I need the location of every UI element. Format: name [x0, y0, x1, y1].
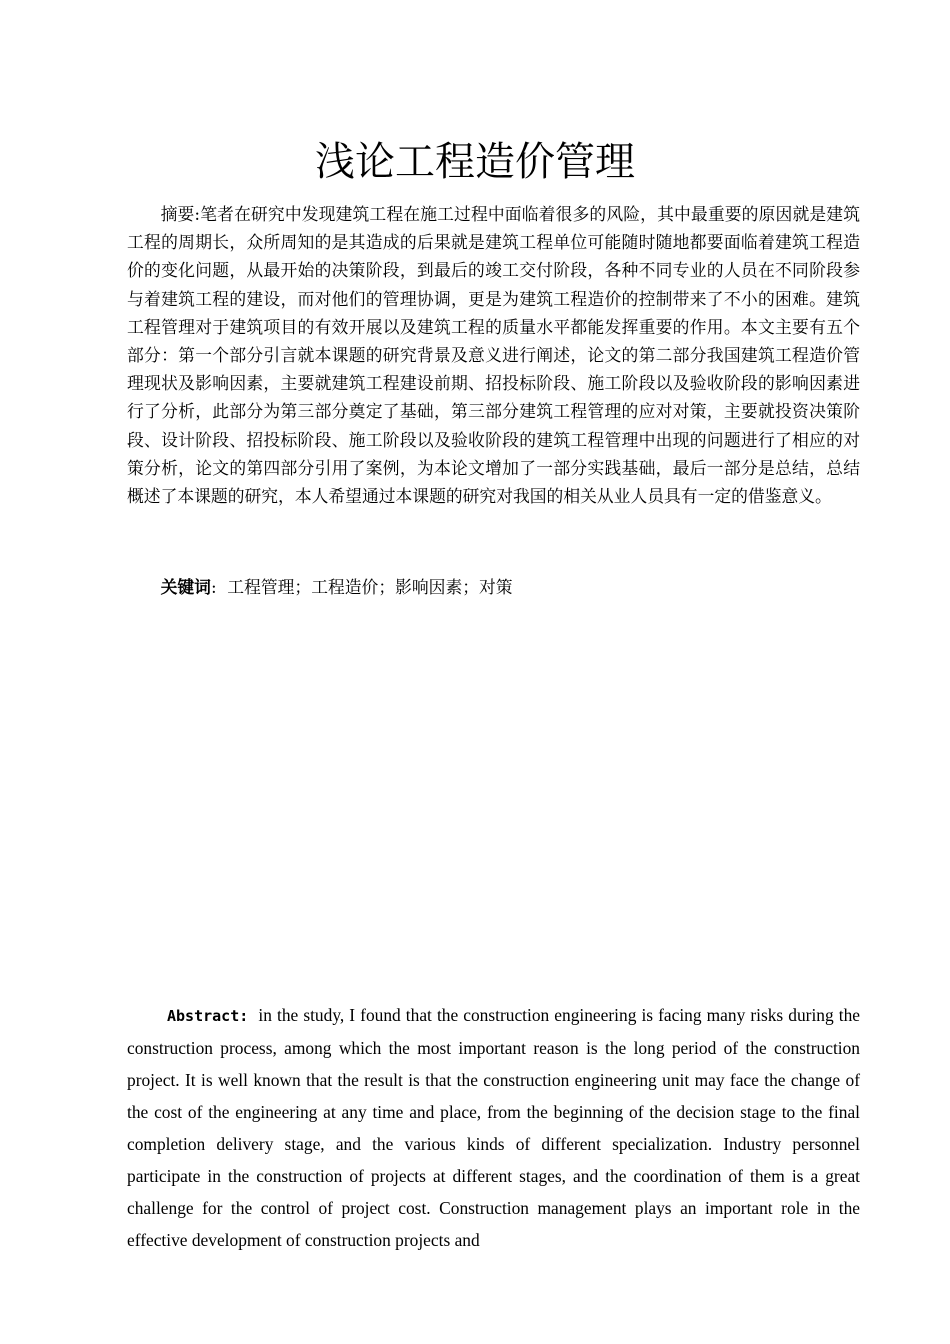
keywords-separator: : [210, 577, 217, 597]
keywords-text: 工程管理；工程造价；影响因素；对策 [227, 577, 513, 597]
keywords-line [127, 573, 860, 601]
chinese-abstract-text: 笔者在研究中发现建筑工程在施工过程中面临着很多的风险，其中最重要的原因就是建筑工程的周期长，众所周知的是其造成的后果就是建筑工程单位可能随时随地都要面临着建筑工程造价的变化问题，从最开始的决策阶段，到最后的竣工交付阶段，各种不同专业的人员在不同阶段参与着建筑工程的建设，而对他们的管理协调，更是为建筑工程造价的控制带来了不小的困难。建筑工程管理对于建筑项目的有效开展以及建筑工程的质量水平都能发挥重要的作用。本文主要有五个部分：第一个部分引言就本课题的研究背景及意义进行阐述，论文的第二部分我国建筑工程造价管理现状及影响因素，主要就建筑工程建设前期、招投标阶段、施工阶段以及验收阶段的影响因素进行了分析，此部分为第三部分奠定了基础，第三部分建筑工程管理的应对对策，主要就投资决策阶段、设计阶段、招投标阶段、施工阶段以及验收阶段的建筑工程管理中出现的问题进行了相应的对策分析，论文的第四部分引用了案例，为本论文增加了一部分实践基础，最后一部分是总结，总结概述了本课题的研究，本人希望通过本课题的研究对我国的相关从业人员具有一定的借鉴意义。 [127, 204, 860, 507]
document-title: 浅论工程造价管理 [315, 139, 635, 185]
english-abstract-label: Abstract: [167, 1007, 249, 1025]
chinese-abstract [127, 200, 860, 510]
keywords-label: 关键词 [160, 577, 211, 597]
english-abstract [127, 999, 860, 1256]
english-abstract-text: in the study, I found that the construction engineering is facing many risks during the construction process, among which the most important reason is the long period of the construction project. It is well known that the result is that the construction engineering unit may face the change of the cost of the engineering at any time and place, from the beginning of the decision stage to the final completion delivery stage, and the various kinds of different specialization. Industry personnel participate in the construction of projects at different stages, and the coordination of them is a great challenge for the control of project cost. Construction management plays an important role in the effective development of construction projects and [127, 1005, 860, 1250]
chinese-abstract-label: 摘要: [160, 204, 201, 224]
